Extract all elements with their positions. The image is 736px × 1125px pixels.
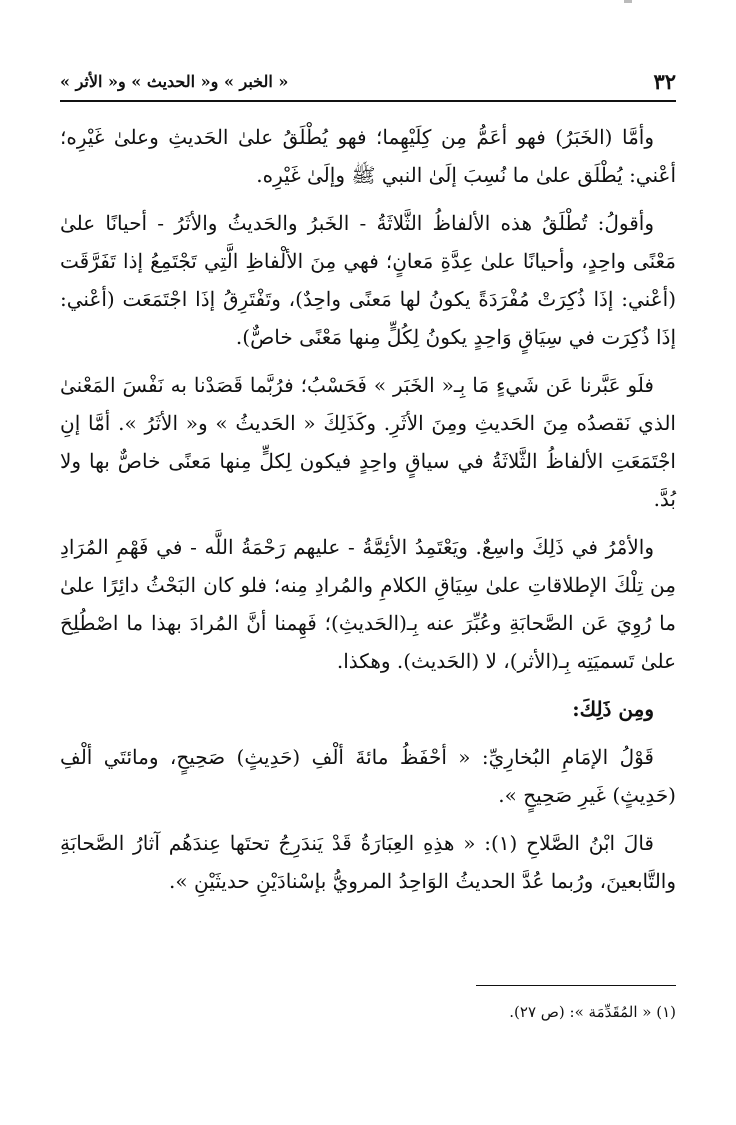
running-title: « الخبر » و« الحديث » و« الأثر » bbox=[60, 71, 289, 91]
page-number: ٣٢ bbox=[653, 68, 676, 94]
paragraph: قَوْلُ الإمَامِ البُخارِيِّ: « أحْفَظُ مائةَ ألْفِ (حَدِيثٍ) صَحِيحٍ، ومائتَي ألْفِ (حَدِيثٍ) غَيرِ صَحِيحٍ ». bbox=[60, 745, 676, 807]
paragraph: قالَ ابْنُ الصَّلاحِ (١): « هذِهِ العِبَارَةُ قَدْ يَندَرِجُ تحتَها عِندَهُم آثارُ الصَّحابَةِ والتَّابعينَ، ورُبما عُدَّ الحديثُ الوَاحِدُ المرويُّ بإسْنادَيْنِ حديثَيْنِ ». bbox=[60, 831, 676, 893]
paragraph: وأقولُ: تُطْلَقُ هذه الألفاظُ الثَّلاثَةُ - الخَبرُ والحَديثُ والأثَرُ - أحيانًا علىٰ مَعْنًى واحِدٍ، وأحيانًا علىٰ عِدَّةِ مَعانٍ؛ فهي مِنَ الألْفاظِ الَّتِي تَجْتَمِعُ إذا تَفَرَّقَت (أعْني: إذَا ذُكِرَتْ مُفْرَدَةً يكونُ لها مَعنًى واحِدٌ)، وتَفْتَرِقُ إذَا اجْتَمَعَت (أعْني: إذَا ذُكِرَت في سِيَاقٍ وَاحِدٍ يكونُ لِكُلٍّ مِنها مَعْنًى خاصٌّ). bbox=[60, 211, 676, 349]
header-rule bbox=[60, 100, 676, 102]
page-header bbox=[60, 66, 676, 96]
main-text bbox=[60, 118, 676, 910]
paragraph: فلَو عَبَّرنا عَن شَيءٍ مَا بِـ« الخَبَر » فَحَسْبُ؛ فرُبَّما قَصَدْنا به نَفْسَ المَعْنىٰ الذي نَقصدُه مِنَ الحَديثِ ومِنَ الأثَرِ. وكَذَلِكَ « الحَديثُ » و« الأثَرُ ». أمَّا إنِ اجْتَمَعَتِ الألفاظُ الثَّلاثَةُ في سياقٍ واحِدٍ فيكون لِكلٍّ مِنها مَعنًى خاصٌّ بها ولا بُدَّ. bbox=[60, 373, 676, 511]
paragraph: والأمْرُ في ذَلِكَ واسِعٌ. ويَعْتَمِدُ الأئِمَّةُ - عليهم رَحْمَةُ اللَّه - في فَهْمِ المُرَادِ مِن تِلْكَ الإطلاقاتِ علىٰ سِيَاقِ الكلامِ والمُرادِ مِنه؛ فلو كان البَحْثُ دائِرًا علىٰ ما رُوِيَ عَن الصَّحابَةِ وعُبِّرَ عنه بِـ(الحَديثِ)؛ فَهِمنا أنَّ المُرادَ بهذا ما اصْطُلِحَ علىٰ تَسميَتِه بِـ(الأثر)، لا (الحَديث). وهكذا. bbox=[60, 535, 676, 673]
footnote: (١) « المُقَدِّمَة »: (ص ٢٧). bbox=[509, 1003, 676, 1021]
footnote-rule bbox=[476, 985, 676, 986]
paragraph: وأمَّا (الخَبَرُ) فهو أعَمُّ مِن كِلَيْهِما؛ فهو يُطْلَقُ علىٰ الحَديثِ وعلىٰ غَيْرِه؛ أعْني: يُطْلَق علىٰ ما نُسِبَ إلَىٰ النبي ﷺ وإلَىٰ غَيْرِه. bbox=[60, 125, 676, 187]
paragraph-subheading: ومِن ذَلِكَ: bbox=[572, 697, 654, 721]
scan-mark bbox=[624, 0, 632, 3]
